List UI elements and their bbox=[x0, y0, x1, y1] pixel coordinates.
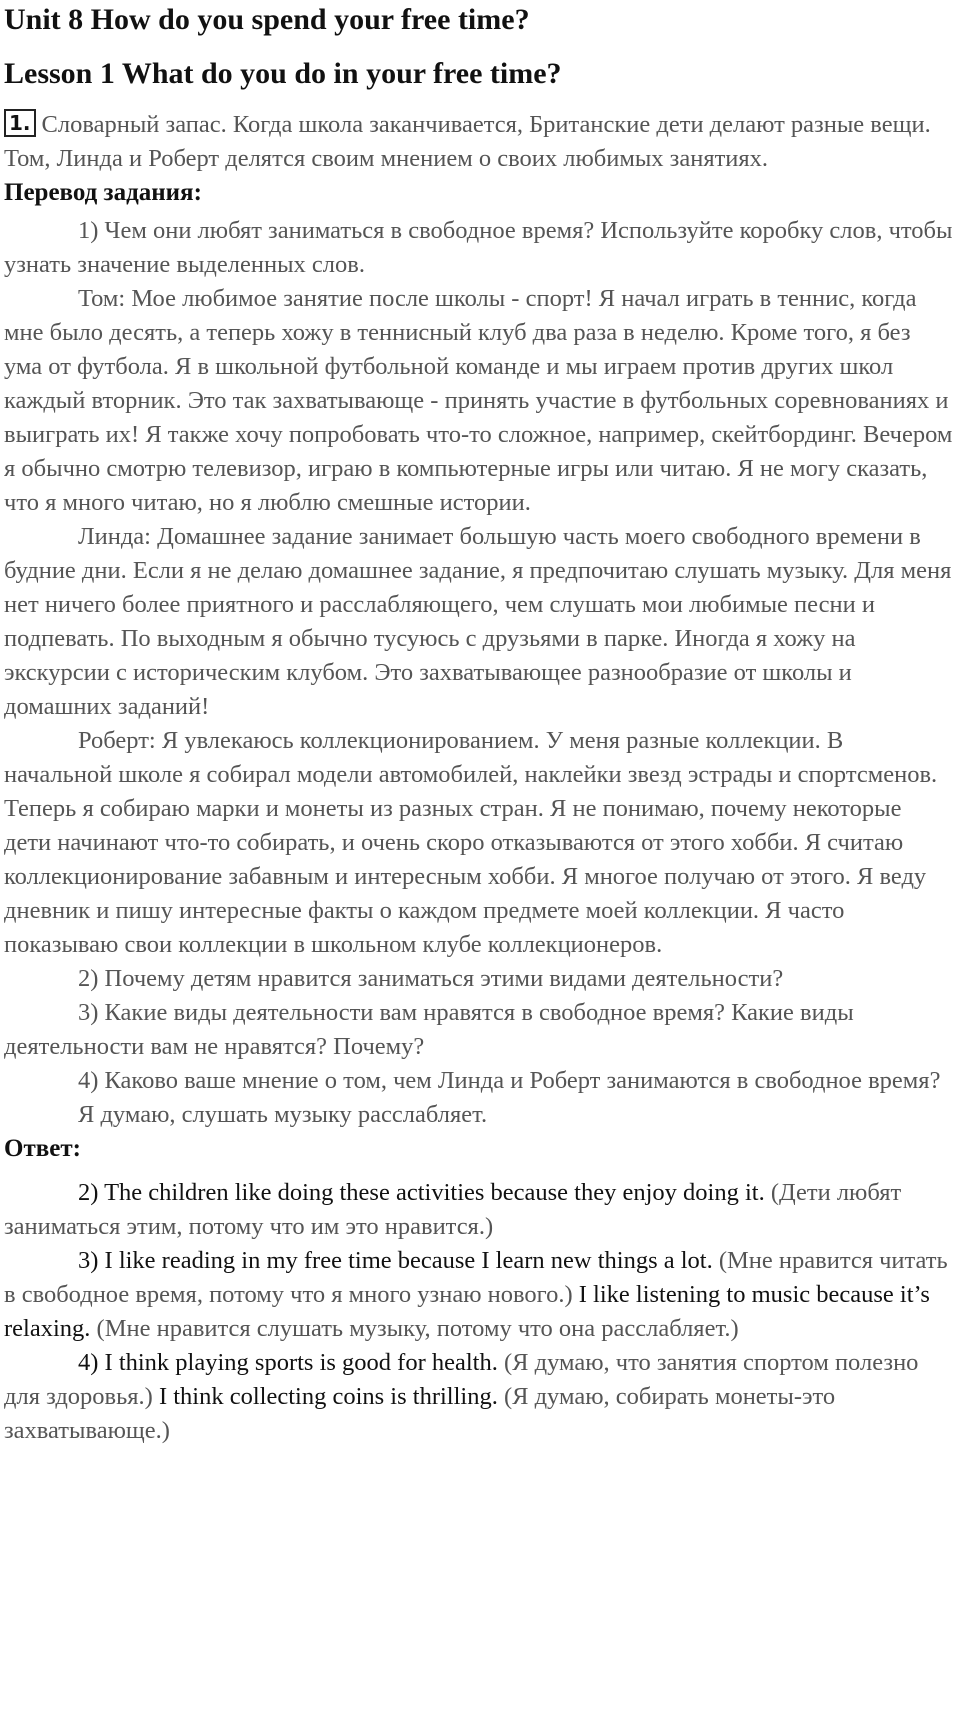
task-description-paragraph bbox=[4, 108, 954, 176]
translation-paragraph: Я думаю, слушать музыку расслабляет. bbox=[78, 1101, 488, 1128]
answer-2-english: 2) The children like doing these activities because they enjoy doing it. bbox=[78, 1179, 765, 1206]
lesson-title: Lesson 1 What do you do in your free time? bbox=[4, 57, 562, 90]
answer-4-english-1: 4) I think playing sports is good for health. bbox=[78, 1349, 498, 1376]
translation-paragraph: Роберт: Я увлекаюсь коллекционированием. У меня разные коллекции. В начальной школе я собирал модели автомобилей, наклейки звезд эстрады и спортсменов. Теперь я собираю марки и монеты из разных стран. Я не понимаю, почему некоторые дети начинают что-то собирать, и очень скоро отказываются от этого хобби. Я считаю коллекционирование забавным и интересным хобби. Я многое получаю от этого. Я веду дневник и пишу интересные факты о каждом предмете моей коллекции. Я часто показываю свои коллекции в школьном клубе коллекционеров. bbox=[4, 727, 938, 958]
answer-label: Ответ: bbox=[4, 1135, 81, 1162]
translation-paragraph: Линда: Домашнее задание занимает большую часть моего свободного времени в будние дни. Если я не делаю домашнее задание, я предпочитаю слушать музыку. Для меня нет ничего более приятного и расслабляющего, чем слушать мои любимые песни и подпевать. По выходным я обычно тусуюсь с друзьями в парке. Иногда я хожу на экскурсии с историческим клубом. Это захватывающее разнообразие от школы и домашних заданий! bbox=[4, 523, 952, 720]
answer-paragraph-4 bbox=[4, 1346, 954, 1448]
answer-2-russian: (Дети любят заниматься этим, потому что им это нравится.) bbox=[4, 1179, 902, 1240]
translation-label: Перевод задания: bbox=[4, 179, 202, 206]
translation-paragraph: 4) Каково ваше мнение о том, чем Линда и Роберт занимаются в свободное время? bbox=[78, 1067, 941, 1094]
answer-paragraph-2 bbox=[4, 1176, 954, 1244]
translation-paragraph: Том: Мое любимое занятие после школы - спорт! Я начал играть в теннис, когда мне было десять, а теперь хожу в теннисный клуб два раза в неделю. Кроме того, я без ума от футбола. Я в школьной футбольной команде и мы играем против других школ каждый вторник. Это так захватывающе - принять участие в футбольных соревнованиях и выиграть их! Я также хочу попробовать что-то сложное, например, скейтбординг. Вечером я обычно смотрю телевизор, играю в компьютерные игры или читаю. Я не могу сказать, что я много читаю, но я люблю смешные истории. bbox=[4, 285, 953, 516]
answer-3-english-2: I like listening to music because it’s relaxing. bbox=[4, 1281, 930, 1342]
document-body bbox=[4, 108, 954, 1448]
translation-paragraph: 1) Чем они любят заниматься в свободное время? Используйте коробку слов, чтобы узнать значение выделенных слов. bbox=[4, 217, 953, 278]
answer-4-russian-1: (Я думаю, что занятия спортом полезно для здоровья.) bbox=[4, 1349, 919, 1410]
task-description: Словарный запас. Когда школа заканчивается, Британские дети делают разные вещи. Том, Линда и Роберт делятся своим мнением о своих любимых занятиях. bbox=[4, 111, 931, 172]
translation-paragraph: 2) Почему детям нравится заниматься этими видами деятельности? bbox=[78, 965, 784, 992]
answer-3-english-1: 3) I like reading in my free time because I learn new things a lot. bbox=[78, 1247, 713, 1274]
answer-4-english-2: I think collecting coins is thrilling. bbox=[158, 1383, 498, 1410]
answer-paragraph-3 bbox=[4, 1244, 954, 1346]
answer-3-russian-2: (Мне нравится слушать музыку, потому что она расслабляет.) bbox=[96, 1315, 739, 1342]
translation-paragraph: 3) Какие виды деятельности вам нравятся в свободное время? Какие виды деятельности вам не нравятся? Почему? bbox=[4, 999, 854, 1060]
unit-title: Unit 8 How do you spend your free time? bbox=[4, 3, 530, 36]
task-number-badge: 1. bbox=[4, 109, 36, 137]
answer-3-russian-1: (Мне нравится читать в свободное время, потому что я много узнаю нового.) bbox=[4, 1247, 948, 1308]
answer-4-russian-2: (Я думаю, собирать монеты-это захватывающе.) bbox=[4, 1383, 836, 1444]
